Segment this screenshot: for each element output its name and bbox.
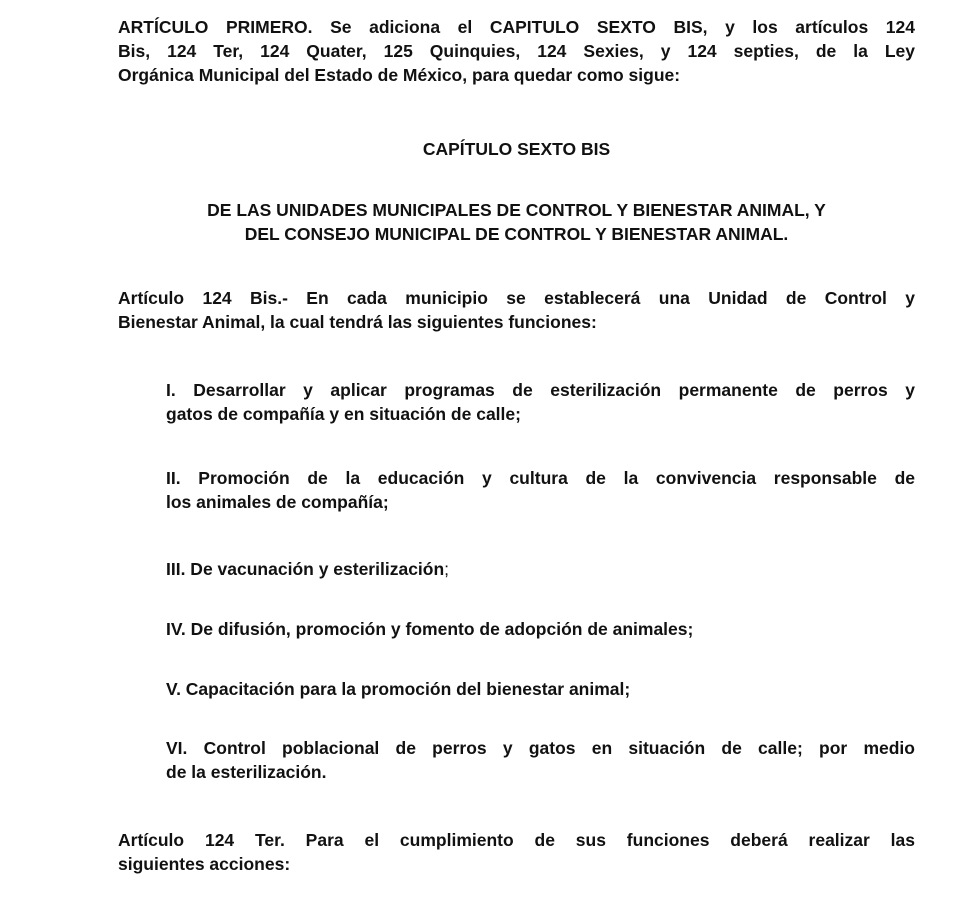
- function-item-v: [166, 677, 915, 701]
- article-124-ter-paragraph: [118, 828, 915, 876]
- article-124-ter-line: siguientes acciones:: [118, 854, 291, 874]
- function-line: IV. De difusión, promoción y fomento de adopción de animales;: [166, 619, 694, 639]
- function-line: V. Capacitación para la promoción del bienestar animal;: [166, 679, 631, 699]
- article-primero-line: ARTÍCULO PRIMERO. Se adiciona el CAPITULO SEXTO BIS, y los artículos 124: [118, 17, 915, 37]
- function-line: de la esterilización.: [166, 762, 327, 782]
- chapter-subtitle-line: DEL CONSEJO MUNICIPAL DE CONTROL Y BIENESTAR ANIMAL.: [244, 224, 789, 244]
- chapter-subtitle-line: DE LAS UNIDADES MUNICIPALES DE CONTROL Y BIENESTAR ANIMAL, Y: [207, 200, 826, 220]
- article-primero-line: Orgánica Municipal del Estado de México, para quedar como sigue:: [118, 65, 681, 85]
- function-line: I. Desarrollar y aplicar programas de esterilización permanente de perros y: [166, 380, 915, 400]
- article-124-ter-line: Artículo 124 Ter. Para el cumplimiento de sus funciones deberá realizar las: [118, 830, 915, 850]
- function-line: II. Promoción de la educación y cultura de la convivencia responsable de: [166, 468, 915, 488]
- function-line: los animales de compañía;: [166, 492, 389, 512]
- function-item-i: [166, 378, 915, 426]
- article-124-bis-paragraph: [118, 286, 915, 334]
- function-line: [166, 557, 915, 581]
- function-text: III. De vacunación y esterilización: [166, 559, 445, 579]
- chapter-title: CAPÍTULO SEXTO BIS: [422, 139, 611, 159]
- function-item-iv: [166, 617, 915, 641]
- article-124-bis-line: Bienestar Animal, la cual tendrá las siguientes funciones:: [118, 312, 597, 332]
- function-line: VI. Control poblacional de perros y gatos en situación de calle; por medio: [166, 738, 915, 758]
- function-item-vi: [166, 736, 915, 784]
- function-item-iii: [166, 557, 915, 581]
- article-primero-line: Bis, 124 Ter, 124 Quater, 125 Quinquies, 124 Sexies, y 124 septies, de la Ley: [118, 41, 915, 61]
- function-suffix: ;: [444, 559, 450, 579]
- chapter-subtitle: [118, 198, 915, 246]
- function-line: gatos de compañía y en situación de calle;: [166, 404, 521, 424]
- article-primero-paragraph: [118, 15, 915, 87]
- article-124-bis-line: Artículo 124 Bis.- En cada municipio se establecerá una Unidad de Control y: [118, 288, 915, 308]
- function-item-ii: [166, 466, 915, 514]
